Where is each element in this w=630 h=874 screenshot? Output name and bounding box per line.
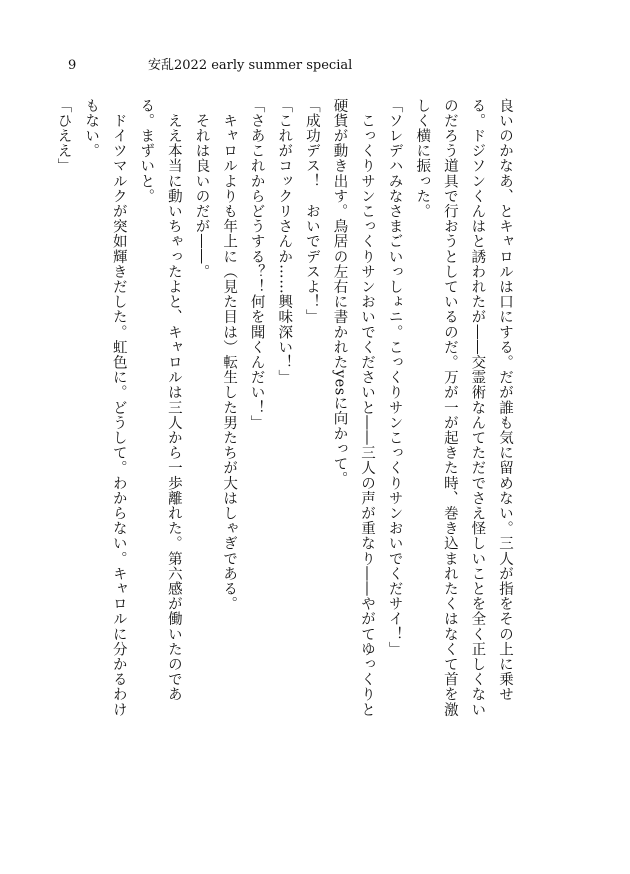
text-line: 「さあこれからどうする？！何を聞くんだい！」 bbox=[248, 98, 265, 431]
text-line: それは良いのだが――。 bbox=[193, 98, 210, 280]
vertical-text-body bbox=[49, 98, 518, 818]
text-line: 「ひええ」 bbox=[55, 98, 72, 174]
text-line: もない。 bbox=[83, 98, 100, 159]
text-line: こっくりサンこっくりサンおいでくださいと――三人の声が重なり――やがてゆっくりと bbox=[359, 98, 376, 718]
text-line: ええ本当に動いちゃったよと、キャロルは三人から一歩離れた。第六感が働いたのであ bbox=[165, 98, 182, 702]
page-header bbox=[0, 58, 630, 78]
text-line: る。ドジソンくんはと誘われたが――交霊術なんてただでさえ怪しいことを全く正しくない bbox=[469, 98, 486, 718]
text-line: 硬貨が動き出す。鳥居の左右に書かれたyesに向かって。 bbox=[331, 98, 348, 487]
text-line: 「ソレデハみなさまごいっしょニ。こっくりサンこっくりサンおいでくだサイ！」 bbox=[386, 98, 403, 657]
text-line: のだろう道具で行おうとしているのだ。万が一が起きた時、巻き込まれたくはなくて首を激 bbox=[441, 98, 458, 718]
text-line: る。まずいと。 bbox=[138, 98, 155, 204]
page-number: 9 bbox=[68, 58, 77, 73]
text-line: 「これがコックリさんか……興味深い！」 bbox=[276, 98, 293, 385]
text-line: しく横に振った。 bbox=[414, 98, 431, 219]
text-line: 「成功デス！ おいでデスよ！」 bbox=[303, 98, 320, 325]
text-line: 良いのかなあ、とキャロルは口にする。だが誰も気に留めない。三人が指をその上に乗せ bbox=[497, 98, 513, 702]
running-title: 安乱2022 early summer special bbox=[148, 58, 353, 73]
text-line: ドイツマルクが突如輝きだした。虹色に。どうして。わからない。キャロルに分かるわけ bbox=[110, 98, 127, 718]
text-line: キャロルよりも年上に（見た目は）転生した男たちが大はしゃぎである。 bbox=[221, 98, 238, 612]
